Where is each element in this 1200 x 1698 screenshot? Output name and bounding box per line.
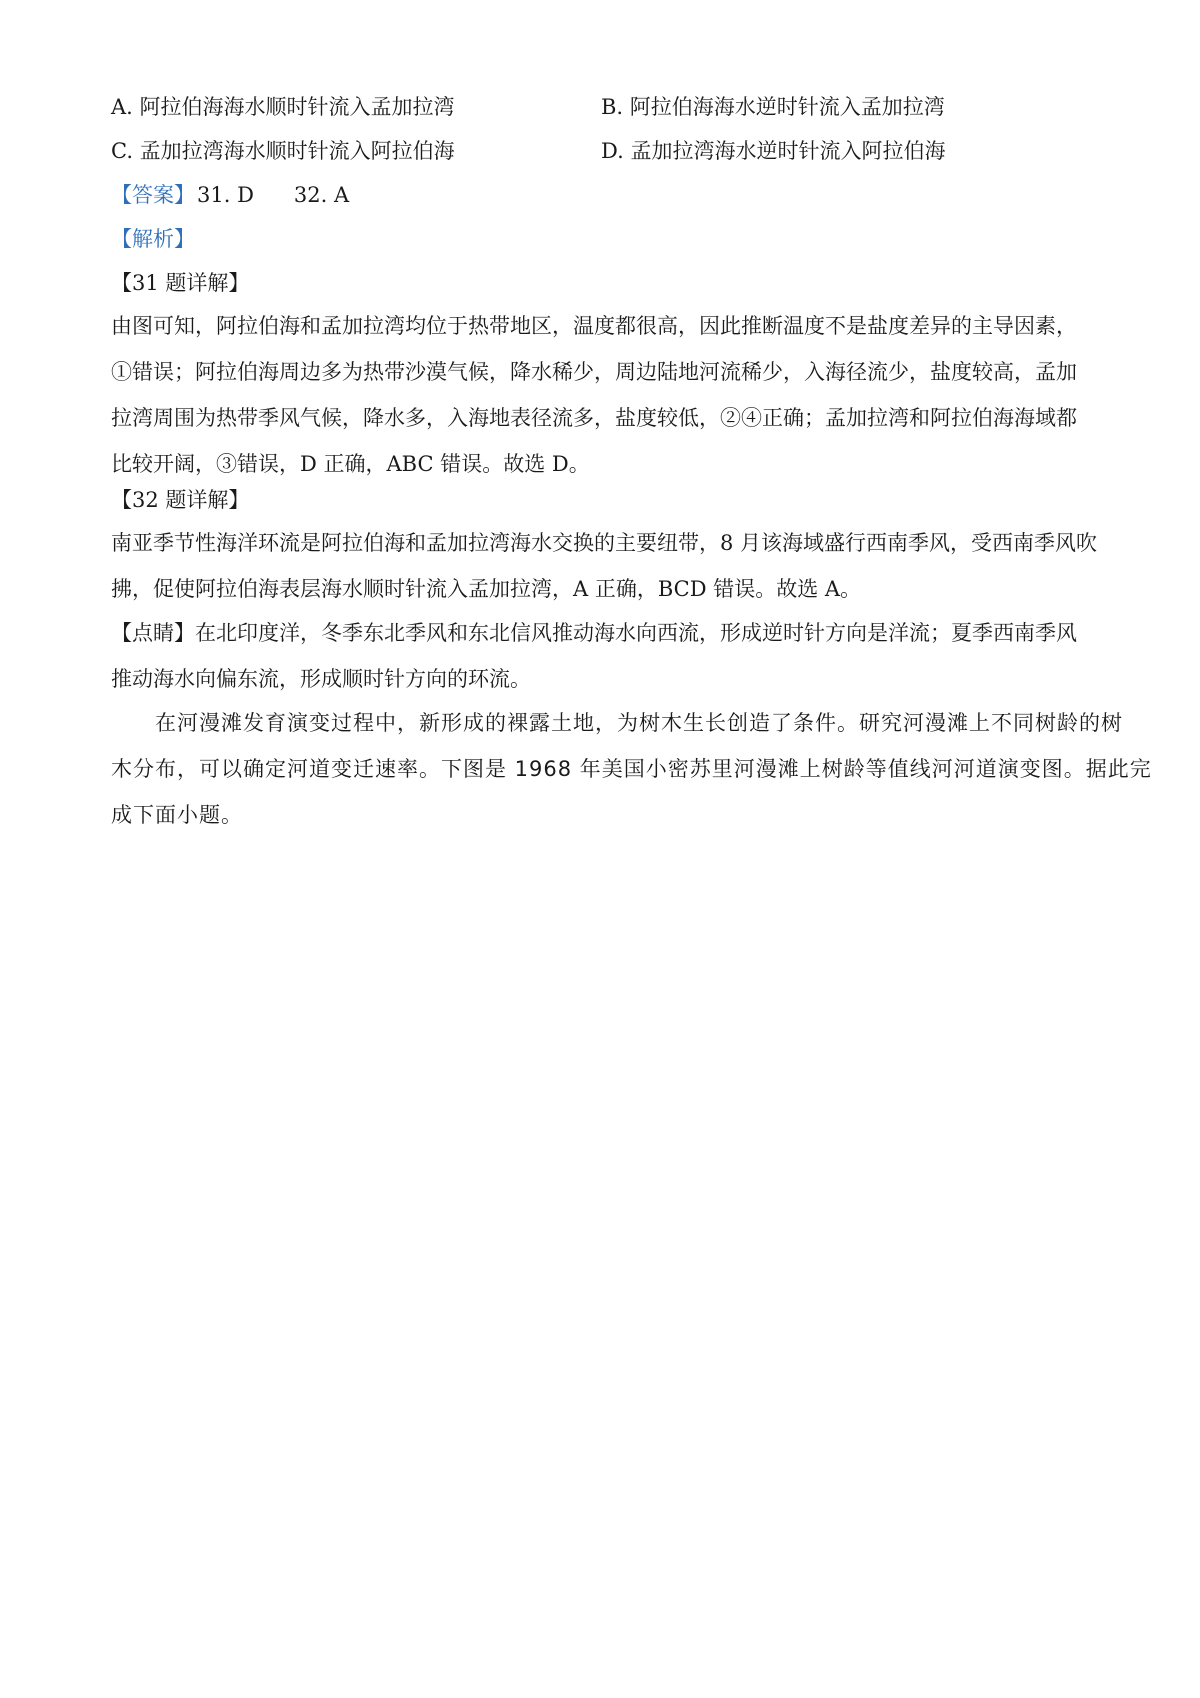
option-b: B. 阿拉伯海海水逆时针流入孟加拉湾: [601, 95, 945, 119]
q31-heading: 【31 题详解】: [111, 271, 250, 295]
q32-line: 南亚季节性海洋环流是阿拉伯海和孟加拉湾海水交换的主要纽带，8 月该海域盛行西南季风，受西南季风吹: [111, 531, 1098, 555]
passage-block: [111, 700, 1152, 838]
q31-line: 由图可知，阿拉伯海和孟加拉湾均位于热带地区，温度都很高，因此推断温度不是盐度差异的主导因素，: [111, 314, 1077, 338]
analysis-label: 【解析】: [111, 227, 195, 251]
q32-line: 拂，促使阿拉伯海表层海水顺时针流入孟加拉湾，A 正确，BCD 错误。故选 A。: [111, 577, 862, 601]
tip-line-2: 推动海水向偏东流，形成顺时针方向的环流。: [111, 667, 531, 691]
passage-line: 木分布，可以确定河道变迁速率。下图是 1968 年美国小密苏里河漫滩上树龄等值线河河道演变图。据此完: [111, 757, 1152, 781]
option-row-1: [111, 92, 945, 122]
answer-value-32: 32. A: [293, 183, 350, 207]
passage-line: 成下面小题。: [111, 803, 243, 827]
option-d: D. 孟加拉湾海水逆时针流入阿拉伯海: [601, 139, 946, 163]
tip-line-1: 【点睛】在北印度洋，冬季东北季风和东北信风推动海水向西流，形成逆时针方向是洋流；夏季西南季风: [111, 621, 1077, 645]
q32-explanation: [111, 520, 1101, 612]
tip-label: 【点睛】: [111, 621, 195, 645]
q31-line: 拉湾周围为热带季风气候，降水多，入海地表径流多，盐度较低，②④正确；孟加拉湾和阿拉伯海海域都: [111, 406, 1077, 430]
answer-label: 【答案】: [111, 183, 195, 207]
option-c: C. 孟加拉湾海水顺时针流入阿拉伯海: [111, 139, 455, 163]
option-row-2: [111, 136, 946, 166]
answer-line: [111, 180, 349, 210]
answer-value-31: 31. D: [197, 183, 254, 207]
q31-line: 比较开阔，③错误，D 正确，ABC 错误。故选 D。: [111, 452, 590, 476]
q31-explanation: [111, 303, 1101, 487]
q32-heading: 【32 题详解】: [111, 488, 250, 512]
option-a: A. 阿拉伯海海水顺时针流入孟加拉湾: [111, 95, 455, 119]
q31-line: ①错误；阿拉伯海周边多为热带沙漠气候，降水稀少，周边陆地河流稀少，入海径流少，盐度较高，孟加: [111, 360, 1077, 384]
tip-block: [111, 610, 1101, 702]
passage-line: 在河漫滩发育演变过程中，新形成的裸露土地，为树木生长创造了条件。研究河漫滩上不同树龄的树: [155, 711, 1123, 735]
